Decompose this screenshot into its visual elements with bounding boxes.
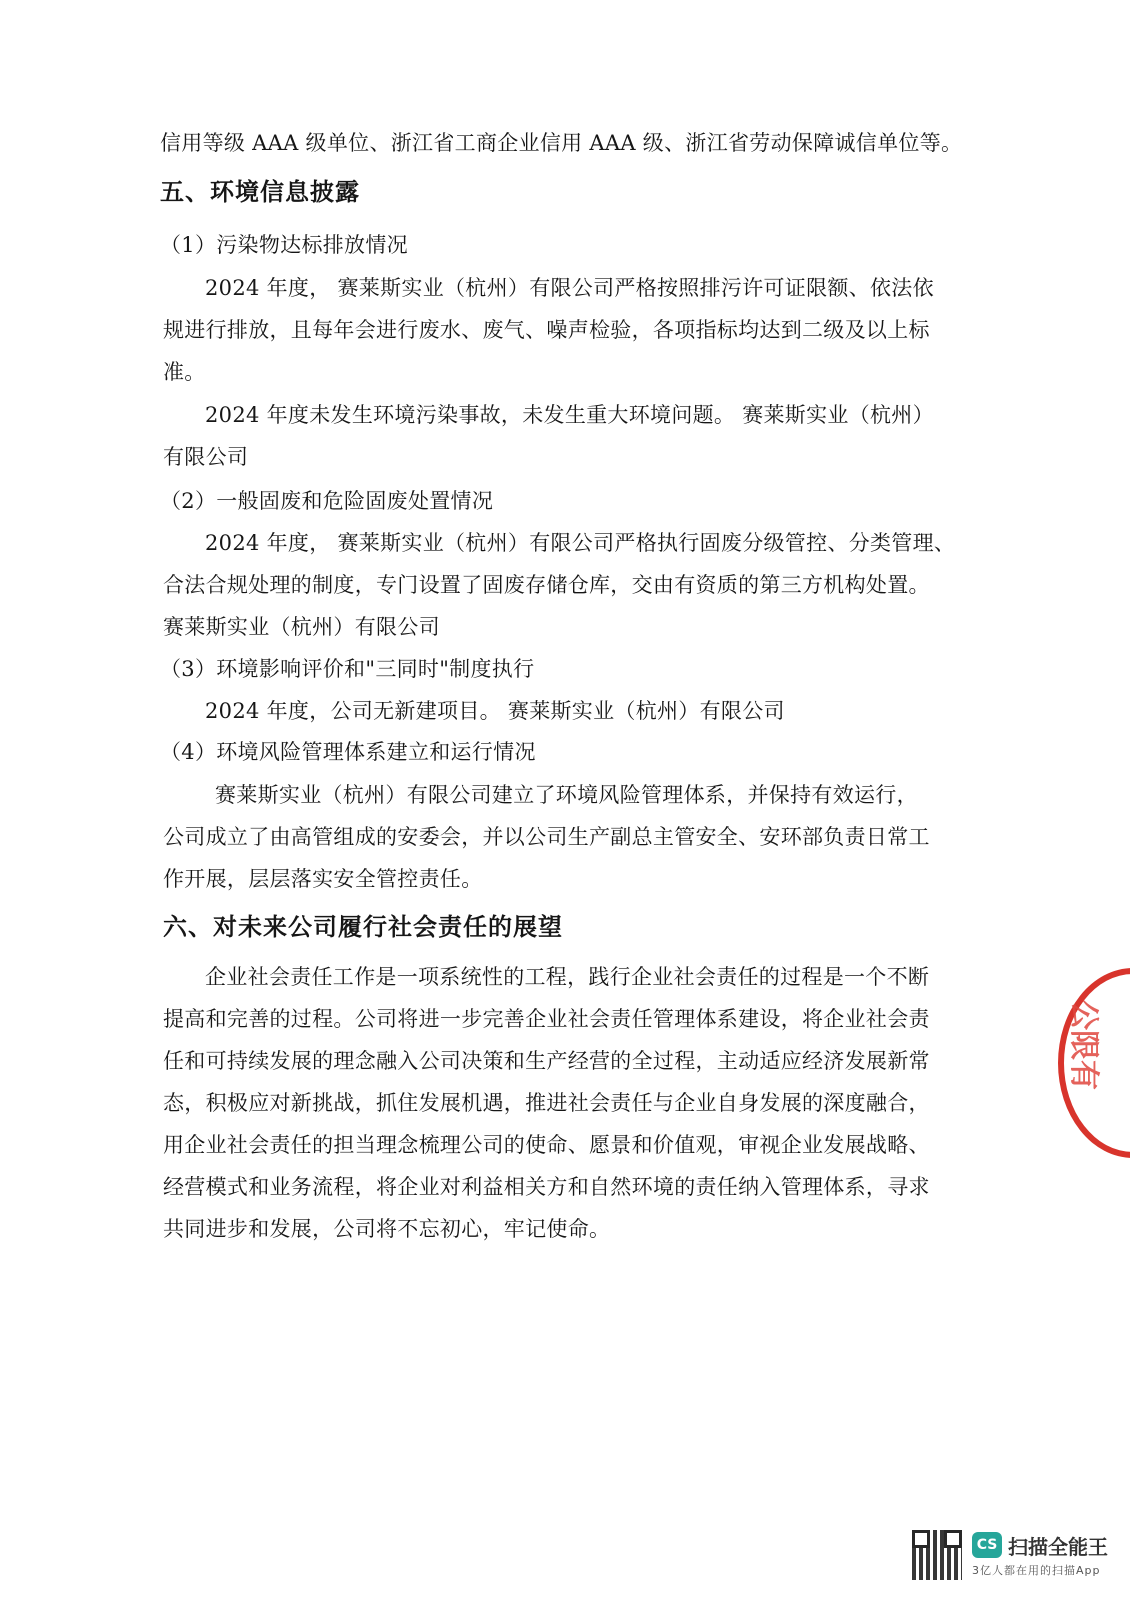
section-heading: 五、环境信息披露 bbox=[160, 178, 360, 206]
body-text-line: 2024 年度， 赛莱斯实业（杭州）有限公司严格执行固废分级管控、分类管理、 bbox=[205, 531, 956, 555]
seal-text: 公限有 bbox=[1066, 1000, 1101, 1090]
subsection-heading: （2）一般固废和危险固废处置情况 bbox=[160, 489, 494, 513]
body-text-line: 有限公司 bbox=[163, 445, 249, 469]
body-text-line: 共同进步和发展，公司将不忘初心，牢记使命。 bbox=[163, 1217, 611, 1241]
body-text-line: 规进行排放，且每年会进行废水、废气、噪声检验，各项指标均达到二级及以上标 bbox=[163, 318, 930, 342]
body-text-line: 赛莱斯实业（杭州）有限公司建立了环境风险管理体系，并保持有效运行， bbox=[215, 783, 918, 807]
camscanner-logo-icon: CS bbox=[972, 1532, 1002, 1558]
body-text-line: 经营模式和业务流程，将企业对利益相关方和自然环境的责任纳入管理体系，寻求 bbox=[163, 1175, 930, 1199]
body-text-line: 2024 年度未发生环境污染事故，未发生重大环境问题。 赛莱斯实业（杭州） bbox=[205, 403, 934, 427]
body-text-line: 作开展，层层落实安全管控责任。 bbox=[163, 867, 483, 891]
body-text-line: 准。 bbox=[163, 360, 206, 384]
body-text-line: 2024 年度，公司无新建项目。 赛莱斯实业（杭州）有限公司 bbox=[205, 699, 785, 723]
body-text-line: 2024 年度， 赛莱斯实业（杭州）有限公司严格按照排污许可证限额、依法依 bbox=[205, 276, 934, 300]
body-text-line: 赛莱斯实业（杭州）有限公司 bbox=[163, 615, 440, 639]
subsection-heading: （3）环境影响评价和"三同时"制度执行 bbox=[160, 657, 535, 681]
body-text-line: 任和可持续发展的理念融入公司决策和生产经营的全过程，主动适应经济发展新常 bbox=[163, 1049, 930, 1073]
body-text-line: 态，积极应对新挑战，抓住发展机遇，推进社会责任与企业自身发展的深度融合， bbox=[163, 1091, 930, 1115]
scanner-app-tagline: 3亿人都在用的扫描App bbox=[972, 1564, 1101, 1577]
body-text-line: 企业社会责任工作是一项系统性的工程，践行企业社会责任的过程是一个不断 bbox=[205, 965, 930, 989]
body-text-line: 合法合规处理的制度，专门设置了固废存储仓库，交由有资质的第三方机构处置。 bbox=[163, 573, 930, 597]
body-text-line: 用企业社会责任的担当理念梳理公司的使命、愿景和价值观，审视企业发展战略、 bbox=[163, 1133, 930, 1157]
body-text-line: 公司成立了由高管组成的安委会，并以公司生产副总主管安全、安环部负责日常工 bbox=[163, 825, 930, 849]
body-text-line: 提高和完善的过程。公司将进一步完善企业社会责任管理体系建设，将企业社会责 bbox=[163, 1007, 930, 1031]
subsection-heading: （1）污染物达标排放情况 bbox=[160, 233, 408, 257]
qr-code-icon bbox=[912, 1530, 962, 1580]
subsection-heading: （4）环境风险管理体系建立和运行情况 bbox=[160, 740, 536, 764]
body-text-line: 信用等级 AAA 级单位、浙江省工商企业信用 AAA 级、浙江省劳动保障诚信单位等。 bbox=[160, 131, 963, 155]
scanner-app-name: 扫描全能王 bbox=[1008, 1535, 1108, 1559]
section-heading: 六、对未来公司履行社会责任的展望 bbox=[163, 913, 563, 941]
